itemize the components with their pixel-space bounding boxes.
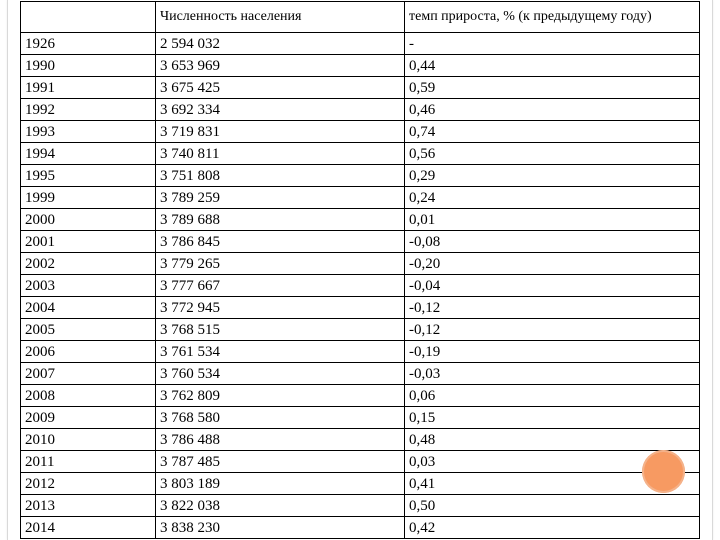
cell-growth-rate: -0,03 — [405, 363, 700, 385]
cell-population: 3 719 831 — [156, 121, 405, 143]
table-body — [21, 2, 700, 539]
cell-growth-rate: 0,24 — [405, 187, 700, 209]
table-row — [21, 517, 700, 539]
cell-year: 2001 — [21, 231, 156, 253]
cell-year: 1993 — [21, 121, 156, 143]
cell-year: 1995 — [21, 165, 156, 187]
cell-population: 3 653 969 — [156, 55, 405, 77]
cell-year: 2007 — [21, 363, 156, 385]
cell-year: 1991 — [21, 77, 156, 99]
cell-population: 2 594 032 — [156, 33, 405, 55]
cell-growth-rate: 0,03 — [405, 451, 700, 473]
cell-growth-rate: 0,01 — [405, 209, 700, 231]
cell-year: 1999 — [21, 187, 156, 209]
cell-year: 1992 — [21, 99, 156, 121]
cell-year: 2013 — [21, 495, 156, 517]
table-row — [21, 143, 700, 165]
cell-growth-rate: 0,42 — [405, 517, 700, 539]
table-header-row — [21, 2, 700, 33]
cell-year: 2010 — [21, 429, 156, 451]
table-row — [21, 341, 700, 363]
table-row — [21, 407, 700, 429]
table-row — [21, 55, 700, 77]
table-row — [21, 253, 700, 275]
table-row — [21, 99, 700, 121]
cell-growth-rate: 0,48 — [405, 429, 700, 451]
table-row — [21, 231, 700, 253]
table-row — [21, 33, 700, 55]
header-population: Численность населения — [156, 2, 405, 33]
table-row — [21, 275, 700, 297]
cell-year: 2003 — [21, 275, 156, 297]
table-row — [21, 187, 700, 209]
cell-year: 2012 — [21, 473, 156, 495]
cell-population: 3 760 534 — [156, 363, 405, 385]
cell-population: 3 786 488 — [156, 429, 405, 451]
table-row — [21, 451, 700, 473]
cell-population: 3 787 485 — [156, 451, 405, 473]
table-row — [21, 209, 700, 231]
cell-population: 3 762 809 — [156, 385, 405, 407]
table-row — [21, 473, 700, 495]
cell-year: 2005 — [21, 319, 156, 341]
cell-population: 3 777 667 — [156, 275, 405, 297]
cell-year: 2002 — [21, 253, 156, 275]
cell-population: 3 768 515 — [156, 319, 405, 341]
cell-growth-rate: -0,20 — [405, 253, 700, 275]
cell-growth-rate: 0,29 — [405, 165, 700, 187]
decorative-circle — [642, 450, 685, 493]
header-year — [21, 2, 156, 33]
cell-year: 2000 — [21, 209, 156, 231]
cell-year: 2004 — [21, 297, 156, 319]
cell-year: 2014 — [21, 517, 156, 539]
cell-population: 3 768 580 — [156, 407, 405, 429]
cell-population: 3 838 230 — [156, 517, 405, 539]
cell-growth-rate: 0,74 — [405, 121, 700, 143]
cell-growth-rate: - — [405, 33, 700, 55]
cell-population: 3 675 425 — [156, 77, 405, 99]
cell-population: 3 761 534 — [156, 341, 405, 363]
cell-year: 1990 — [21, 55, 156, 77]
cell-year: 1994 — [21, 143, 156, 165]
cell-population: 3 803 189 — [156, 473, 405, 495]
cell-population: 3 779 265 — [156, 253, 405, 275]
cell-growth-rate: -0,04 — [405, 275, 700, 297]
cell-growth-rate: 0,50 — [405, 495, 700, 517]
cell-growth-rate: 0,46 — [405, 99, 700, 121]
cell-growth-rate: 0,44 — [405, 55, 700, 77]
cell-growth-rate: 0,06 — [405, 385, 700, 407]
cell-population: 3 789 259 — [156, 187, 405, 209]
table-row — [21, 297, 700, 319]
cell-growth-rate: -0,12 — [405, 319, 700, 341]
cell-growth-rate: 0,56 — [405, 143, 700, 165]
cell-population: 3 822 038 — [156, 495, 405, 517]
table-row — [21, 77, 700, 99]
cell-population: 3 772 945 — [156, 297, 405, 319]
cell-year: 2008 — [21, 385, 156, 407]
cell-growth-rate: -0,12 — [405, 297, 700, 319]
table-row — [21, 495, 700, 517]
cell-growth-rate: 0,59 — [405, 77, 700, 99]
cell-population: 3 789 688 — [156, 209, 405, 231]
table-row — [21, 165, 700, 187]
cell-year: 1926 — [21, 33, 156, 55]
header-growth-rate: темп прироста, % (к предыдущему году) — [405, 2, 700, 33]
cell-growth-rate: 0,15 — [405, 407, 700, 429]
table-row — [21, 385, 700, 407]
table-row — [21, 429, 700, 451]
cell-growth-rate: -0,19 — [405, 341, 700, 363]
cell-population: 3 786 845 — [156, 231, 405, 253]
cell-growth-rate: -0,08 — [405, 231, 700, 253]
population-table — [20, 1, 700, 539]
table-row — [21, 363, 700, 385]
cell-year: 2009 — [21, 407, 156, 429]
cell-population: 3 692 334 — [156, 99, 405, 121]
cell-growth-rate: 0,41 — [405, 473, 700, 495]
cell-year: 2006 — [21, 341, 156, 363]
cell-year: 2011 — [21, 451, 156, 473]
cell-population: 3 751 808 — [156, 165, 405, 187]
table-row — [21, 121, 700, 143]
table-row — [21, 319, 700, 341]
cell-population: 3 740 811 — [156, 143, 405, 165]
